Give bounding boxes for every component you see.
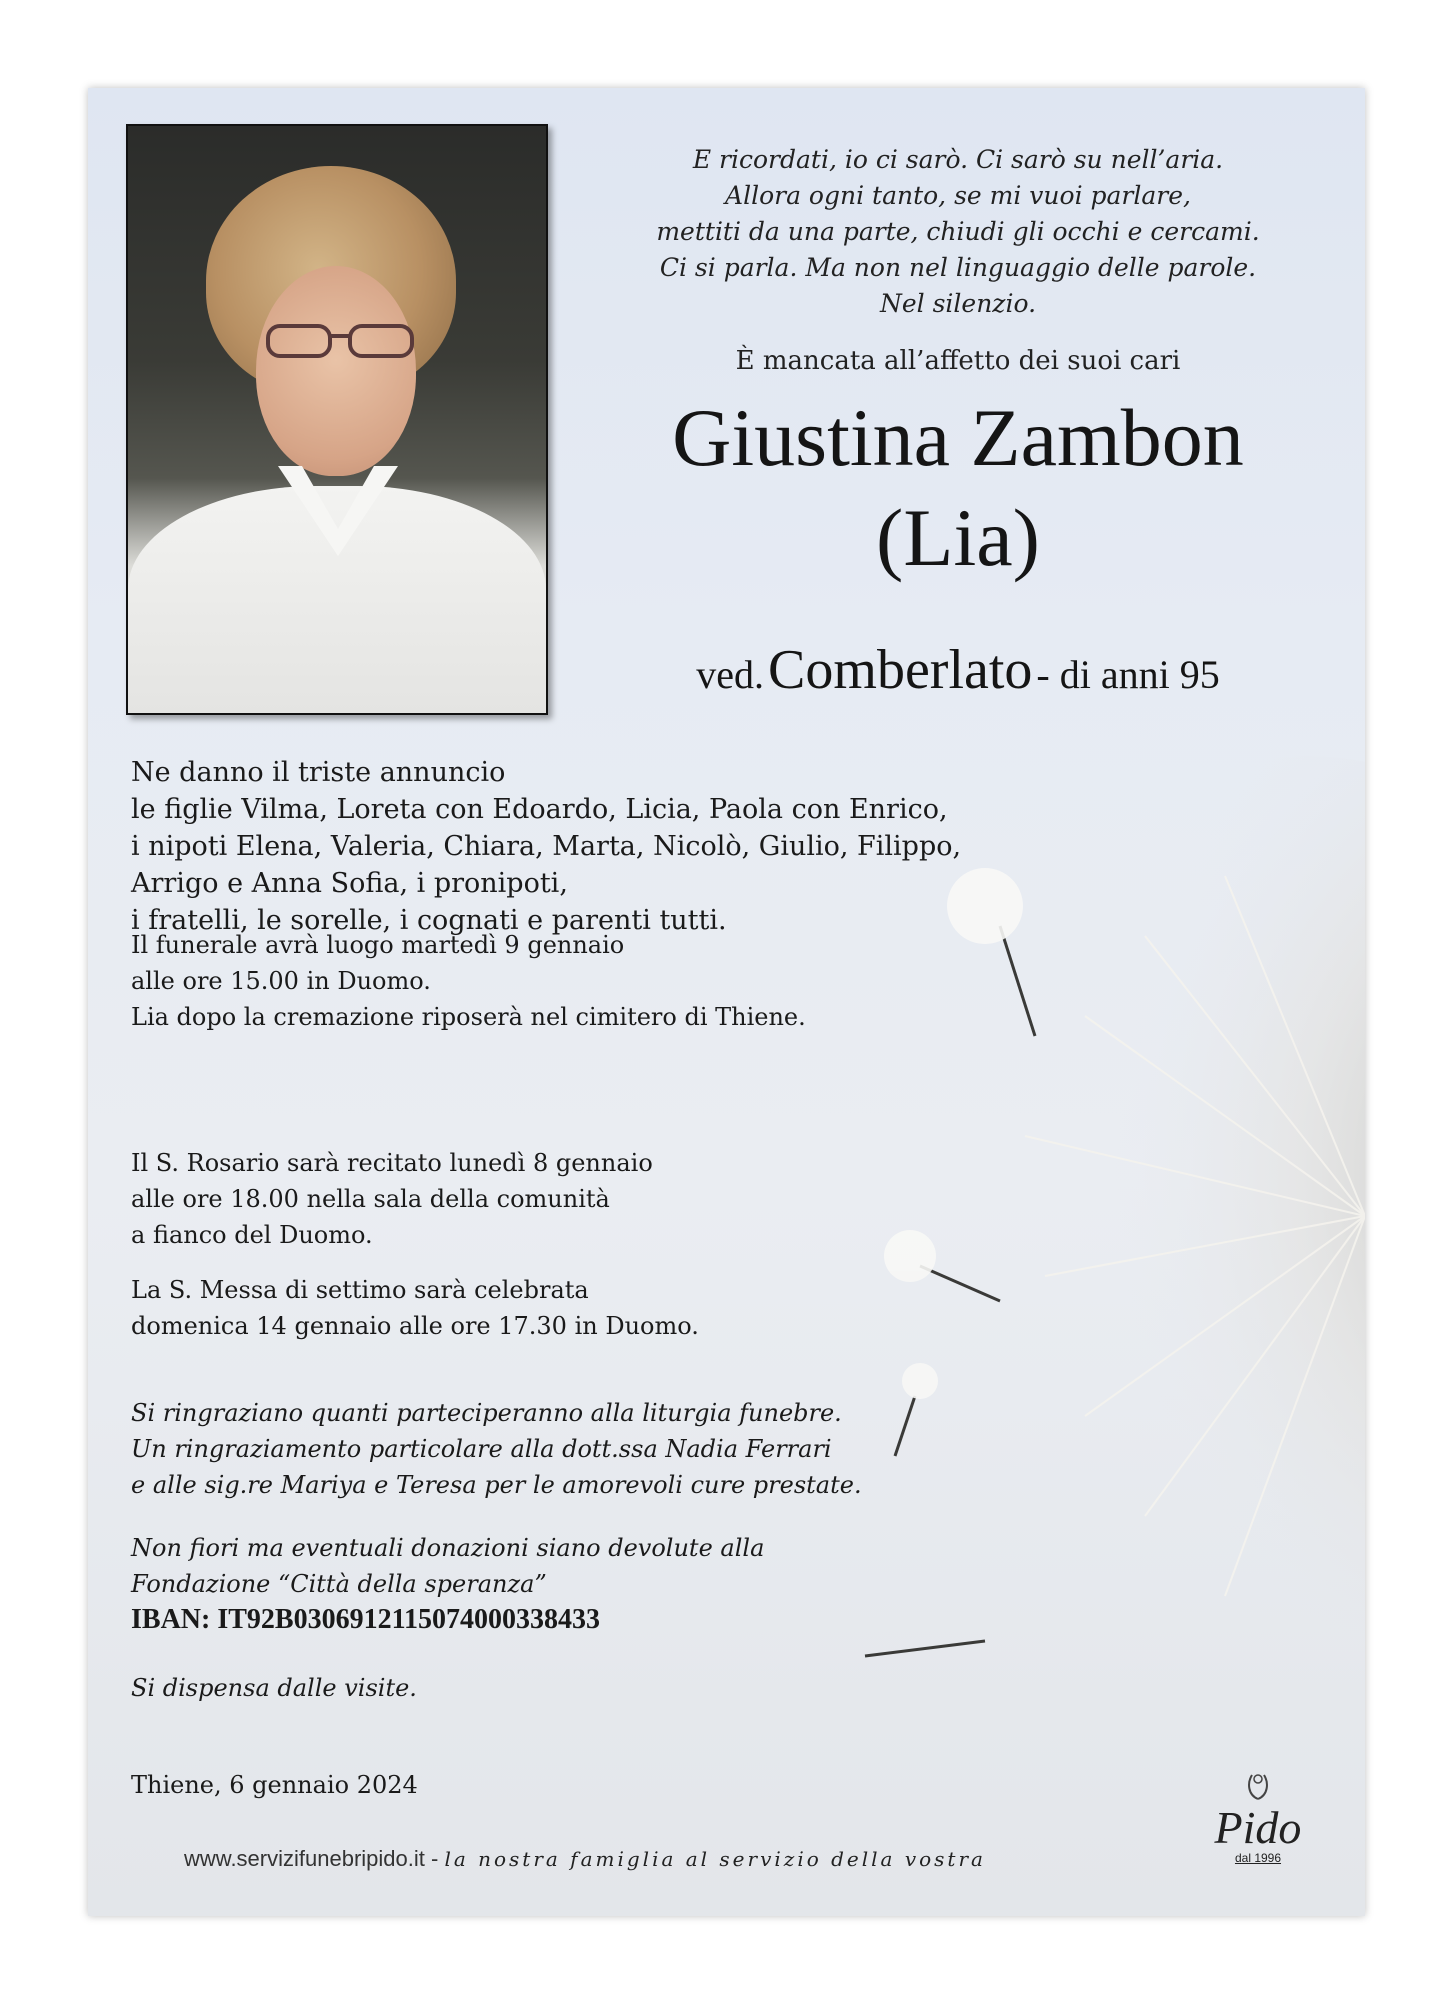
quote-line: E ricordati, io ci sarò. Ci sarò su nell’aria. [692, 145, 1224, 174]
quote-line: Nel silenzio. [879, 289, 1037, 318]
place-date: Thiene, 6 gennaio 2024 [131, 1771, 418, 1799]
iban-text: IBAN: IT92B0306912115074000338433 [131, 1604, 601, 1635]
memorial-quote [608, 142, 1308, 322]
donations-line: Fondazione “Città della speranza” [131, 1570, 547, 1598]
thanks-line: Un ringraziamento particolare alla dott.ssa Nadia Ferrari [131, 1435, 832, 1463]
no-visits-text: Si dispensa dalle visite. [131, 1674, 417, 1702]
donations-line: Non fiori ma eventuali donazioni siano devolute alla [131, 1534, 765, 1562]
mourners-line: i fratelli, le sorelle, i cognati e parenti tutti. [131, 905, 727, 936]
funeral-line: alle ore 15.00 in Duomo. [131, 967, 431, 995]
mourners-line: le figlie Vilma, Loreta con Edoardo, Licia, Paola con Enrico, [131, 794, 948, 825]
logo-name: Pido [1214, 1802, 1302, 1853]
portrait-photo [126, 124, 548, 715]
mourners-section [131, 754, 961, 939]
logo-since: dal 1996 [1234, 1851, 1282, 1865]
widow-prefix: ved. [696, 652, 765, 697]
funeral-line: Lia dopo la cremazione riposerà nel cimitero di Thiene. [131, 1003, 806, 1031]
footer-separator: - [424, 1846, 445, 1871]
quote-line: mettiti da una parte, chiudi gli occhi e cercami. [656, 217, 1260, 246]
married-name: Comberlato [768, 639, 1033, 701]
quote-line: Ci si parla. Ma non nel linguaggio delle parole. [659, 253, 1257, 282]
deceased-nickname: (Lia) [876, 492, 1040, 583]
thanks-line: Si ringraziano quanti parteciperanno alla liturgia funebre. [131, 1399, 842, 1427]
company-logo [1198, 1771, 1318, 1865]
age-text: - di anni 95 [1036, 652, 1220, 697]
rosary-line: Il S. Rosario sarà recitato lunedì 8 gennaio [131, 1149, 653, 1177]
mourners-line: Ne danno il triste annuncio [131, 757, 506, 788]
rosary-line: a fianco del Duomo. [131, 1221, 373, 1249]
funeral-section [131, 927, 806, 1035]
deceased-name: Giustina Zambon [672, 392, 1244, 483]
mourners-line: i nipoti Elena, Valeria, Chiara, Marta, Nicolò, Giulio, Filippo, [131, 831, 962, 862]
mass-section [131, 1272, 699, 1344]
mass-line: domenica 14 gennaio alle ore 17.30 in Duomo. [131, 1312, 699, 1340]
thanks-line: e alle sig.re Mariya e Teresa per le amorevoli cure prestate. [131, 1471, 862, 1499]
funeral-line: Il funerale avrà luogo martedì 9 gennaio [131, 931, 625, 959]
footer-slogan: la nostra famiglia al servizio della vostra [444, 1847, 986, 1871]
married-name-line [588, 638, 1328, 702]
rosary-line: alle ore 18.00 nella sala della comunità [131, 1185, 610, 1213]
thanks-section [131, 1395, 862, 1503]
quote-line: Allora ogni tanto, se mi vuoi parlare, [725, 181, 1191, 210]
laurel-wreath-icon [1244, 1771, 1272, 1801]
mourners-line: Arrigo e Anna Sofia, i pronipoti, [131, 868, 568, 899]
rosary-section [131, 1145, 653, 1253]
website-link[interactable]: www.servizifunebripido.it [184, 1846, 425, 1871]
announcement-intro: È mancata all’affetto dei suoi cari [735, 346, 1181, 376]
donations-section [131, 1530, 764, 1638]
mass-line: La S. Messa di settimo sarà celebrata [131, 1276, 589, 1304]
footer [184, 1846, 986, 1872]
obituary-card [88, 88, 1365, 1916]
